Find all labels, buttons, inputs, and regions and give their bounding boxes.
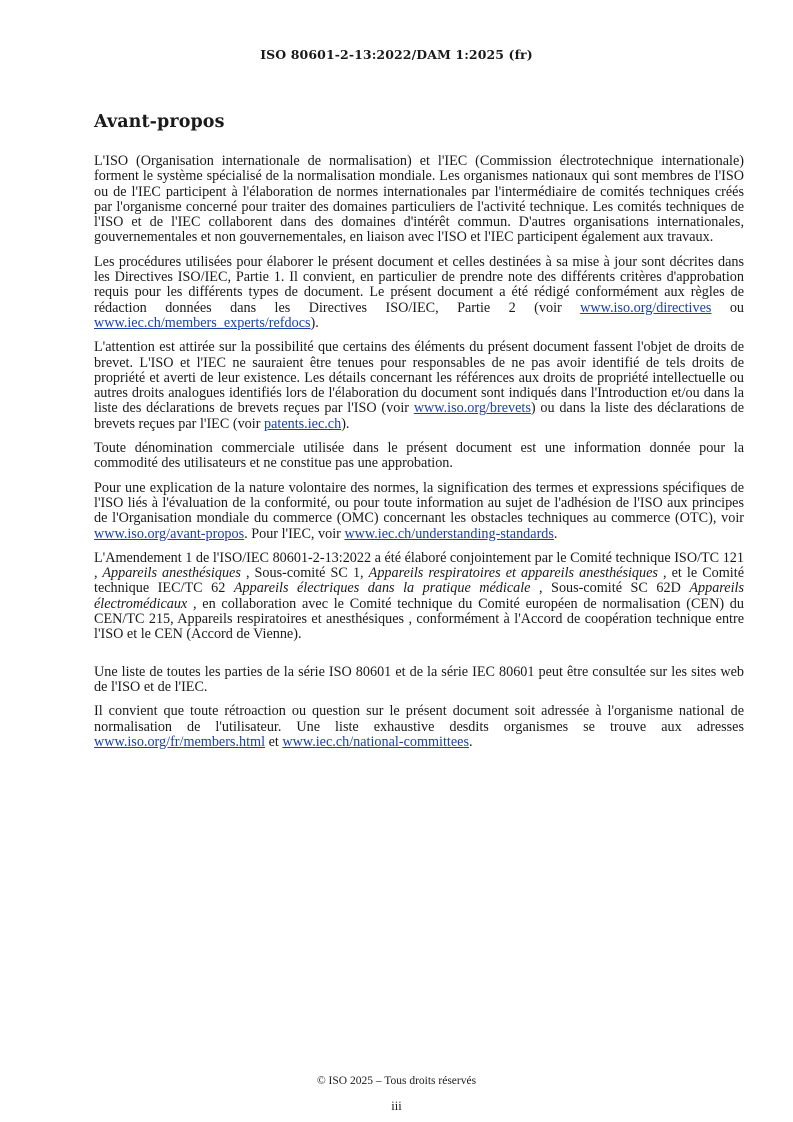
paragraph-text: L'attention est attirée sur la possibilité que certains des éléments du présent document fassent l'objet de droits de brevet. L'ISO et l'IEC ne sauraient être tenues pour responsables de ne pas avoir identifié de tels droits de propriété et averti de leur existence. Les détails concernant les références aux droits de propriété intellectuelle ou autres droits analogues identifiés lors de l'élaboration du document sont indiqués dans l'Introduction et/ou dans la liste des déclarations de brevets reçues par l'ISO (voir	[94, 339, 744, 417]
paragraph-text: , en collaboration avec le Comité technique du Comité européen de normalisation (CEN) du CEN/TC 215, Appareils respiratoires et anesthésiques , conformément à l'Accord de coopération technique entre l'ISO et le CEN (Accord de Vienne).	[94, 595, 744, 643]
link-iso-directives[interactable]: www.iso.org/directives	[580, 299, 712, 316]
paragraph-text: . Pour l'IEC, voir	[244, 525, 345, 542]
paragraph-trade-names: Toute dénomination commerciale utilisée dans le présent document est une information donnée pour la commodité des utilisateurs et ne constitue pas une approbation.	[94, 440, 744, 472]
paragraph-text: .	[553, 525, 558, 542]
foreword-section	[94, 112, 744, 759]
paragraph-text: Pour une explication de la nature volontaire des normes, la signification des termes et expressions spécifiques de l'ISO liés à l'évaluation de la conformité, ou pour toute information au sujet de l'adhésion de l'ISO aux principes de l'Organisation mondiale du commerce (OMC) concernant les obstacles techniques au commerce (OTC), voir	[94, 479, 744, 527]
subcommittee-name-italic: Appareils respiratoires et appareils anesthésiques	[368, 565, 658, 582]
paragraph-text: et	[265, 733, 283, 750]
paragraph-procedures	[94, 255, 744, 331]
paragraph-amendment	[94, 551, 744, 643]
paragraph-text: ).	[310, 314, 319, 331]
paragraph-text: L'Amendement 1 de l'ISO/IEC 80601-2-13:2022 a été élaboré conjointement par le Comité technique ISO/TC 121	[94, 549, 744, 566]
paragraph-text: Les procédures utilisées pour élaborer le présent document et celles destinées à sa mise à jour sont décrites dans les Directives ISO/IEC, Partie 1. Il convient, en particulier de prendre note des différents critères d'approbation requis pour les différents types de document. Le présent document a été rédigé conformément aux règles de rédaction données dans les Directives ISO/IEC, Partie 2 (voir	[94, 253, 744, 316]
paragraph-text: ou	[711, 299, 745, 316]
link-iec-understanding-standards[interactable]: www.iec.ch/understanding-standards	[344, 525, 554, 542]
link-iso-brevets[interactable]: www.iso.org/brevets	[413, 400, 531, 417]
paragraph-text: Il convient que toute rétroaction ou question sur le présent document soit adressée à l'organisme national de normalisation de l'utilisateur. Une liste exhaustive desdits organismes se trouve aux adresses	[94, 703, 744, 735]
iec-committee-name-italic: Appareils électriques dans la pratique médicale	[233, 580, 531, 597]
link-iec-national-committees[interactable]: www.iec.ch/national-committees	[282, 733, 469, 750]
page-title: Avant-propos	[94, 112, 225, 132]
paragraph-voluntary-nature	[94, 481, 744, 542]
paragraph-text: , et le Comité technique IEC/TC 62	[94, 565, 744, 597]
paragraph-patents	[94, 340, 744, 432]
paragraph-series-list: Une liste de toutes les parties de la série ISO 80601 et de la série IEC 80601 peut être consultée sur les sites web de l'ISO et de l'IEC.	[94, 663, 744, 695]
document-header: ISO 80601-2-13:2022/DAM 1:2025 (fr)	[260, 47, 533, 62]
paragraph-text: ) ou dans la liste des déclarations de brevets reçues par l'IEC (voir	[94, 400, 744, 432]
paragraph-feedback	[94, 704, 744, 750]
link-iec-patents[interactable]: patents.iec.ch	[263, 415, 342, 432]
link-iso-members[interactable]: www.iso.org/fr/members.html	[94, 733, 266, 750]
paragraph-text: .	[468, 733, 473, 750]
committee-name-italic: , Appareils anesthésiques	[94, 565, 241, 582]
iec-subcommittee-name-italic: Appareils électromédicaux	[94, 580, 745, 612]
link-iso-avant-propos[interactable]: www.iso.org/avant-propos	[94, 525, 245, 542]
paragraph-organizations: L'ISO (Organisation internationale de normalisation) et l'IEC (Commission électrotechnique internationale) forment le système spécialisé de la normalisation mondiale. Les organismes nationaux qui sont membres de l'ISO ou de l'IEC participent à l'élaboration de normes internationales par l'intermédiaire de comités techniques créés par l'organisme concerné pour traiter des domaines particuliers de l'activité technique. Les comités techniques de l'ISO et de l'IEC collaborent dans des domaines d'intérêt commun. D'autres organisations internationales, gouvernementales et non gouvernementales, en liaison avec l'ISO et l'IEC participent également aux travaux.	[94, 153, 744, 246]
copyright-notice: © ISO 2025 – Tous droits réservés	[316, 1075, 477, 1087]
paragraph-text: , Sous-comité SC 1,	[240, 565, 369, 582]
paragraph-text: , Sous-comité SC 62D	[530, 580, 690, 597]
page-number: iii	[391, 1099, 402, 1113]
link-iec-refdocs[interactable]: www.iec.ch/members_experts/refdocs	[94, 314, 311, 331]
paragraph-text: ).	[341, 415, 350, 432]
